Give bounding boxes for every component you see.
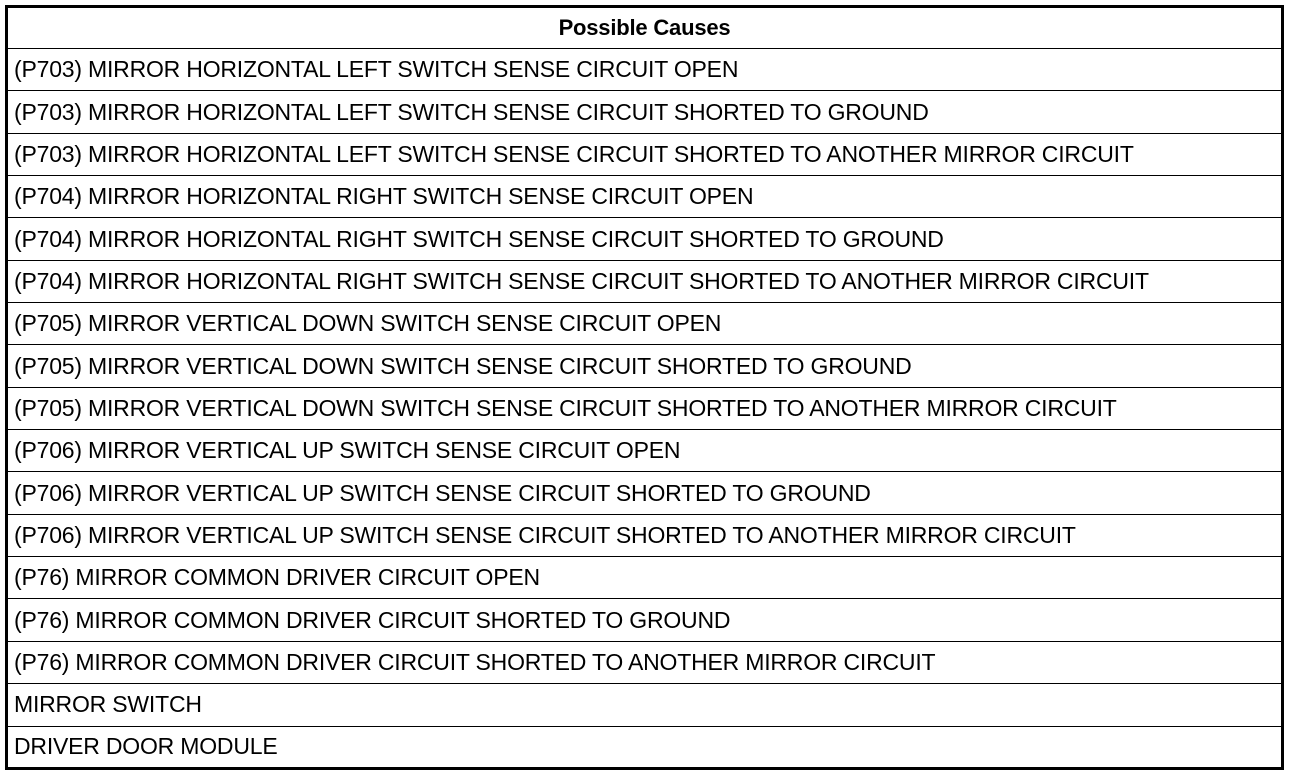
table-row	[7, 218, 1283, 260]
column-header-possible-causes: Possible Causes	[7, 7, 1283, 49]
table-row	[7, 49, 1283, 91]
table-row	[7, 133, 1283, 175]
cause-cell: (P704) MIRROR HORIZONTAL RIGHT SWITCH SENSE CIRCUIT OPEN	[7, 176, 1283, 218]
table-row	[7, 514, 1283, 556]
cause-cell: (P703) MIRROR HORIZONTAL LEFT SWITCH SENSE CIRCUIT SHORTED TO ANOTHER MIRROR CIRCUIT	[7, 133, 1283, 175]
table-row	[7, 599, 1283, 641]
table-row	[7, 387, 1283, 429]
cause-cell: (P704) MIRROR HORIZONTAL RIGHT SWITCH SENSE CIRCUIT SHORTED TO GROUND	[7, 218, 1283, 260]
table-header-row	[7, 7, 1283, 49]
cause-cell: (P705) MIRROR VERTICAL DOWN SWITCH SENSE CIRCUIT OPEN	[7, 303, 1283, 345]
table-row	[7, 641, 1283, 683]
cause-cell: (P705) MIRROR VERTICAL DOWN SWITCH SENSE CIRCUIT SHORTED TO GROUND	[7, 345, 1283, 387]
cause-cell: (P76) MIRROR COMMON DRIVER CIRCUIT SHORTED TO GROUND	[7, 599, 1283, 641]
cause-cell: DRIVER DOOR MODULE	[7, 726, 1283, 769]
cause-cell: (P705) MIRROR VERTICAL DOWN SWITCH SENSE CIRCUIT SHORTED TO ANOTHER MIRROR CIRCUIT	[7, 387, 1283, 429]
cause-cell: (P706) MIRROR VERTICAL UP SWITCH SENSE CIRCUIT SHORTED TO GROUND	[7, 472, 1283, 514]
cause-cell: (P703) MIRROR HORIZONTAL LEFT SWITCH SENSE CIRCUIT SHORTED TO GROUND	[7, 91, 1283, 133]
table-row	[7, 726, 1283, 769]
table-row	[7, 260, 1283, 302]
possible-causes-table	[5, 5, 1284, 770]
table-row	[7, 345, 1283, 387]
table-row	[7, 91, 1283, 133]
cause-cell: (P76) MIRROR COMMON DRIVER CIRCUIT OPEN	[7, 557, 1283, 599]
table-row	[7, 684, 1283, 726]
table-row	[7, 430, 1283, 472]
cause-cell: (P706) MIRROR VERTICAL UP SWITCH SENSE CIRCUIT SHORTED TO ANOTHER MIRROR CIRCUIT	[7, 514, 1283, 556]
cause-cell: MIRROR SWITCH	[7, 684, 1283, 726]
cause-cell: (P704) MIRROR HORIZONTAL RIGHT SWITCH SENSE CIRCUIT SHORTED TO ANOTHER MIRROR CIRCUIT	[7, 260, 1283, 302]
table-row	[7, 557, 1283, 599]
cause-cell: (P703) MIRROR HORIZONTAL LEFT SWITCH SENSE CIRCUIT OPEN	[7, 49, 1283, 91]
table-row	[7, 176, 1283, 218]
cause-cell: (P76) MIRROR COMMON DRIVER CIRCUIT SHORTED TO ANOTHER MIRROR CIRCUIT	[7, 641, 1283, 683]
cause-cell: (P706) MIRROR VERTICAL UP SWITCH SENSE CIRCUIT OPEN	[7, 430, 1283, 472]
table-row	[7, 303, 1283, 345]
table-row	[7, 472, 1283, 514]
